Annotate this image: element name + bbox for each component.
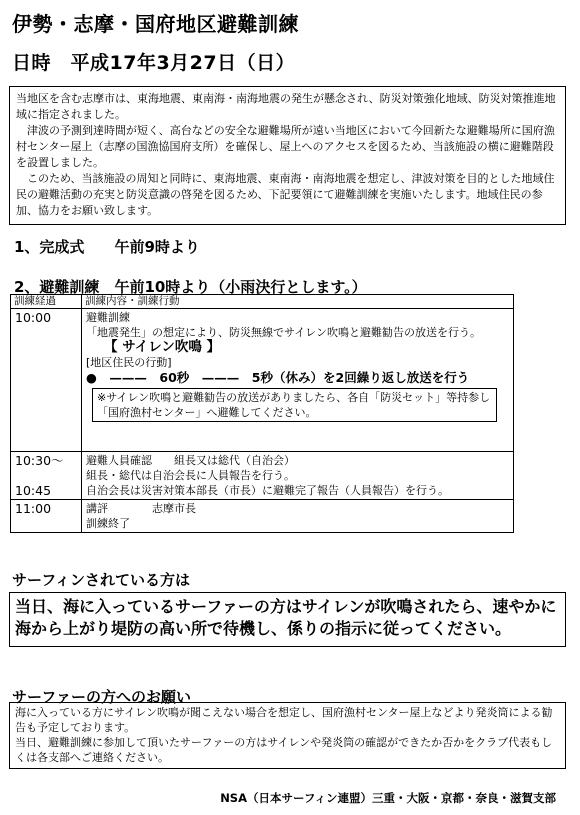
row-time <box>11 452 82 500</box>
row-time: 10:00 <box>11 309 82 452</box>
section-ceremony: 1、完成式 午前9時より <box>14 238 200 256</box>
row-time: 11:00 <box>11 500 82 533</box>
row-text: 訓練終了 <box>86 517 130 530</box>
header-time: 訓練経過 <box>11 295 82 309</box>
row-title: 避難訓練 <box>86 311 130 324</box>
row-text: 組長・総代は自治会長に人員報告を行う。 <box>86 469 295 482</box>
surfer-heading: サーフィンされている方は <box>12 571 191 589</box>
siren-label: 【 サイレン吹鳴 】 <box>104 339 221 355</box>
row-time-value: 10:30～ <box>15 453 64 468</box>
row-text: 講評 志摩市長 <box>86 502 196 515</box>
request-paragraph: 当日、避難訓練に参加して頂いたサーファーの方はサイレンや発炎筒の確認ができたか否かをクラブ代表もしくは各支部へご連絡ください。 <box>15 736 553 764</box>
row-content <box>82 452 514 500</box>
row-time-value: 10:45 <box>15 483 52 498</box>
table-row <box>11 500 514 533</box>
row-text: 避難人員確認 組長又は総代（自治会） <box>86 454 295 467</box>
row-text: 自治会長は災害対策本部長（市長）に避難完了報告（人員報告）を行う。 <box>86 484 449 497</box>
intro-box <box>9 86 566 225</box>
request-paragraph: 海に入っている方にサイレン吹鳴が聞こえない場合を想定し、国府漁村センター屋上などより発炎筒による勧告も予定しております。 <box>15 706 553 734</box>
surfer-notice: 当日、海に入っているサーファーの方はサイレンが吹鳴されたら、速やかに海から上がり堤防の高い所で待機し、係りの指示に従ってください。 <box>9 592 566 647</box>
request-heading: サーファーの方へのお願い <box>12 688 191 706</box>
intro-paragraph: 当地区を含む志摩市は、東海地震、東南海・南海地震の発生が懸念され、防災対策強化地域、防災対策推進地域に指定されました。 <box>16 92 556 121</box>
event-date: 日時 平成17年3月27日（日） <box>12 52 296 74</box>
request-box <box>9 702 566 769</box>
section-drill: 2、避難訓練 午前10時より（小雨決行とします。） <box>14 278 367 296</box>
footer-organization: NSA（日本サーフィン連盟）三重・大阪・京都・奈良・滋賀支部 <box>220 791 556 805</box>
header-content: 訓練内容・訓練行動 <box>82 295 514 309</box>
table-header-row <box>11 295 514 309</box>
table-row <box>11 309 514 452</box>
document-title: 伊勢・志摩・国府地区避難訓練 <box>12 12 299 36</box>
siren-cycle: ● ——— 60秒 ——— 5秒（休み）を2回繰り返し放送を行う <box>86 370 470 385</box>
row-text: 「地震発生」の想定により、防災無線でサイレン吹鳴と避難勧告の放送を行う。 <box>86 326 481 339</box>
table-row <box>11 452 514 500</box>
evacuation-note: ※サイレン吹鳴と避難勧告の放送がありましたら、各自「防災セット」等持参し「国府漁村センター」へ避難してください。 <box>92 388 497 422</box>
row-content <box>82 309 514 452</box>
intro-paragraph: 津波の予測到達時間が短く、高台などの安全な避難場所が遠い当地区において今回新たな避難場所に国府漁村センター屋上（志摩の国漁協国府支所）を確保し、屋上へのアクセスを図るため、当該施設の横に避難階段を設置しました。 <box>16 124 555 169</box>
resident-action-label: [地区住民の行動] <box>86 356 172 369</box>
row-content <box>82 500 514 533</box>
intro-paragraph: このため、当該施設の周知と同時に、東海地震、東南海・南海地震を想定し、津波対策を目的とした地域住民の避難活動の充実と防災意識の啓発を図るため、下記要領にて避難訓練を実施いたします。地域住民の参加、協力をお願い致します。 <box>16 172 555 217</box>
schedule-table <box>10 294 514 533</box>
